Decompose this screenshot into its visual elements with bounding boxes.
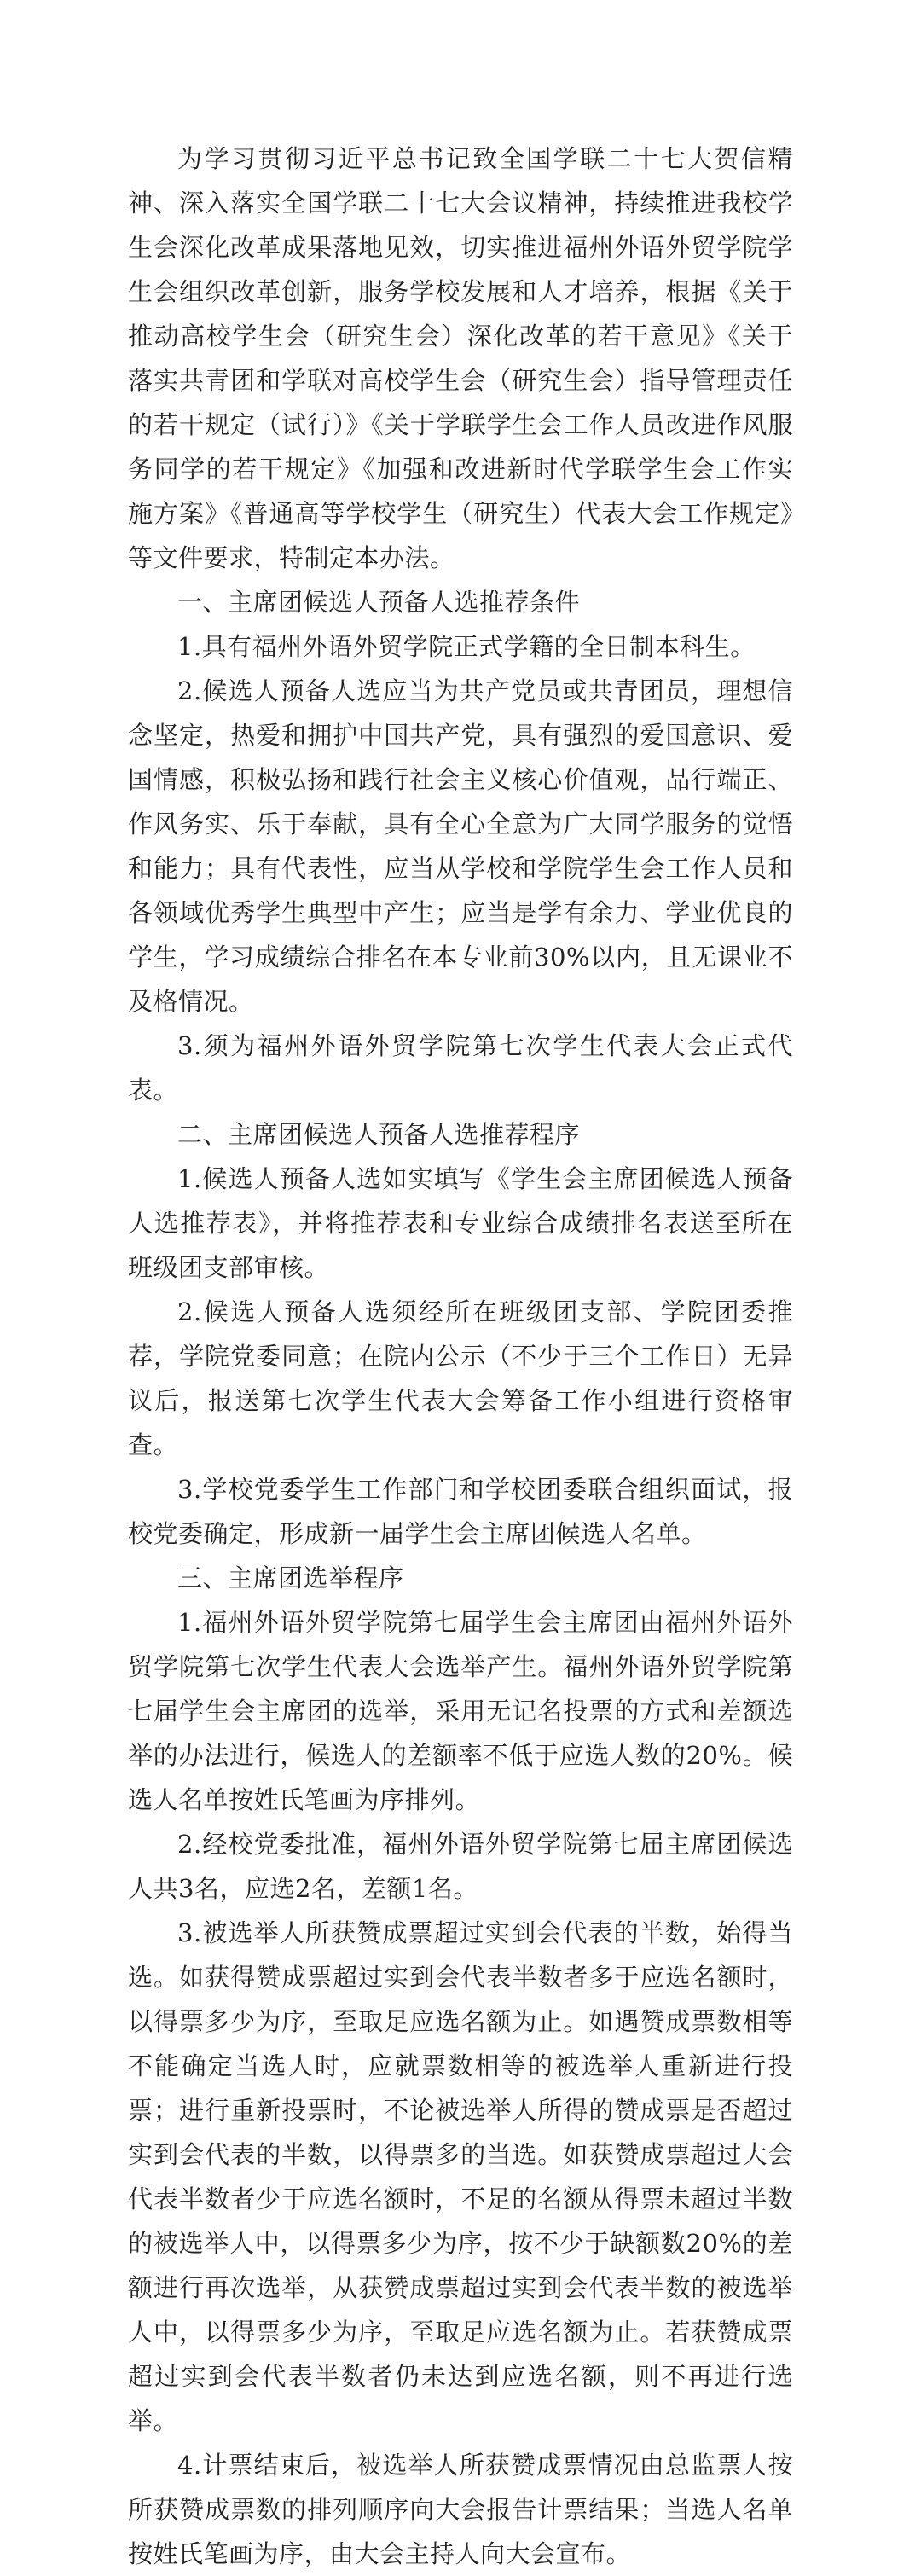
- section-3-heading: 三、主席团选举程序: [177, 1564, 404, 1593]
- section-2-item-3: 3.学校党委学生工作部门和学校团委联合组织面试，报校党委确定，形成新一届学生会主席团候选人名单。: [128, 1475, 793, 1548]
- document-body: [128, 136, 793, 2576]
- section-1-item-1: 1.具有福州外语外贸学院正式学籍的全日制本科生。: [177, 632, 756, 661]
- section-3-item-3: 3.被选举人所获赞成票超过实到会代表的半数，始得当选。如获得赞成票超过实到会代表半数者多于应选名额时，以得票多少为序，至取足应选名额为止。如遇赞成票数相等不能确定当选人时，应就票数相等的被选举人重新进行投票；进行重新投票时，不论被选举人所得的赞成票是否超过实到会代表的半数，以得票多的当选。如获赞成票超过大会代表半数者少于应选名额时，不足的名额从得票未超过半数的被选举人中，以得票多少为序，按不少于缺额数20%的差额进行再次选举，从获赞成票超过实到会代表半数的被选举人中，以得票多少为序，至取足应选名额为止。若获赞成票超过实到会代表半数者仍未达到应选名额，则不再进行选举。: [128, 1918, 793, 2435]
- section-2-item-2: 2.候选人预备人选须经所在班级团支部、学院团委推荐，学院党委同意；在院内公示（不少于三个工作日）无异议后，报送第七次学生代表大会筹备工作小组进行资格审查。: [128, 1297, 793, 1459]
- section-1-heading: 一、主席团候选人预备人选推荐条件: [177, 588, 581, 617]
- section-2-heading: 二、主席团候选人预备人选推荐程序: [177, 1120, 581, 1149]
- section-3-item-2: 2.经校党委批准，福州外语外贸学院第七届主席团候选人共3名，应选2名，差额1名。: [128, 1830, 793, 1903]
- section-1-item-2: 2.候选人预备人选应当为共产党员或共青团员，理想信念坚定，热爱和拥护中国共产党，具有强烈的爱国意识、爱国情感，积极弘扬和践行社会主义核心价值观，品行端正、作风务实、乐于奉献，具有全心全意为广大同学服务的觉悟和能力；具有代表性，应当从学校和学院学生会工作人员和各领域优秀学生典型中产生；应当是学有余力、学业优良的学生，学习成绩综合排名在本专业前30%以内，且无课业不及格情况。: [128, 676, 793, 1016]
- section-1-item-3: 3.须为福州外语外贸学院第七次学生代表大会正式代表。: [128, 1031, 793, 1105]
- intro-paragraph: 为学习贯彻习近平总书记致全国学联二十七大贺信精神、深入落实全国学联二十七大会议精神，持续推进我校学生会深化改革成果落地见效，切实推进福州外语外贸学院学生会组织改革创新，服务学校发展和人才培养，根据《关于推动高校学生会（研究生会）深化改革的若干意见》《关于落实共青团和学联对高校学生会（研究生会）指导管理责任的若干规定（试行）》《关于学联学生会工作人员改进作风服务同学的若干规定》《加强和改进新时代学联学生会工作实施方案》《普通高等学校学生（研究生）代表大会工作规定》等文件要求，特制定本办法。: [128, 144, 793, 572]
- section-3-item-1: 1.福州外语外贸学院第七届学生会主席团由福州外语外贸学院第七次学生代表大会选举产生。福州外语外贸学院第七届学生会主席团的选举，采用无记名投票的方式和差额选举的办法进行，候选人的差额率不低于应选人数的20%。候选人名单按姓氏笔画为序排列。: [128, 1608, 793, 1814]
- section-3-item-4: 4.计票结束后，被选举人所获赞成票情况由总监票人按所获赞成票数的排列顺序向大会报告计票结果；当选人名单按姓氏笔画为序，由大会主持人向大会宣布。: [128, 2451, 793, 2568]
- section-2-item-1: 1.候选人预备人选如实填写《学生会主席团候选人预备人选推荐表》，并将推荐表和专业综合成绩排名表送至所在班级团支部审核。: [128, 1164, 793, 1282]
